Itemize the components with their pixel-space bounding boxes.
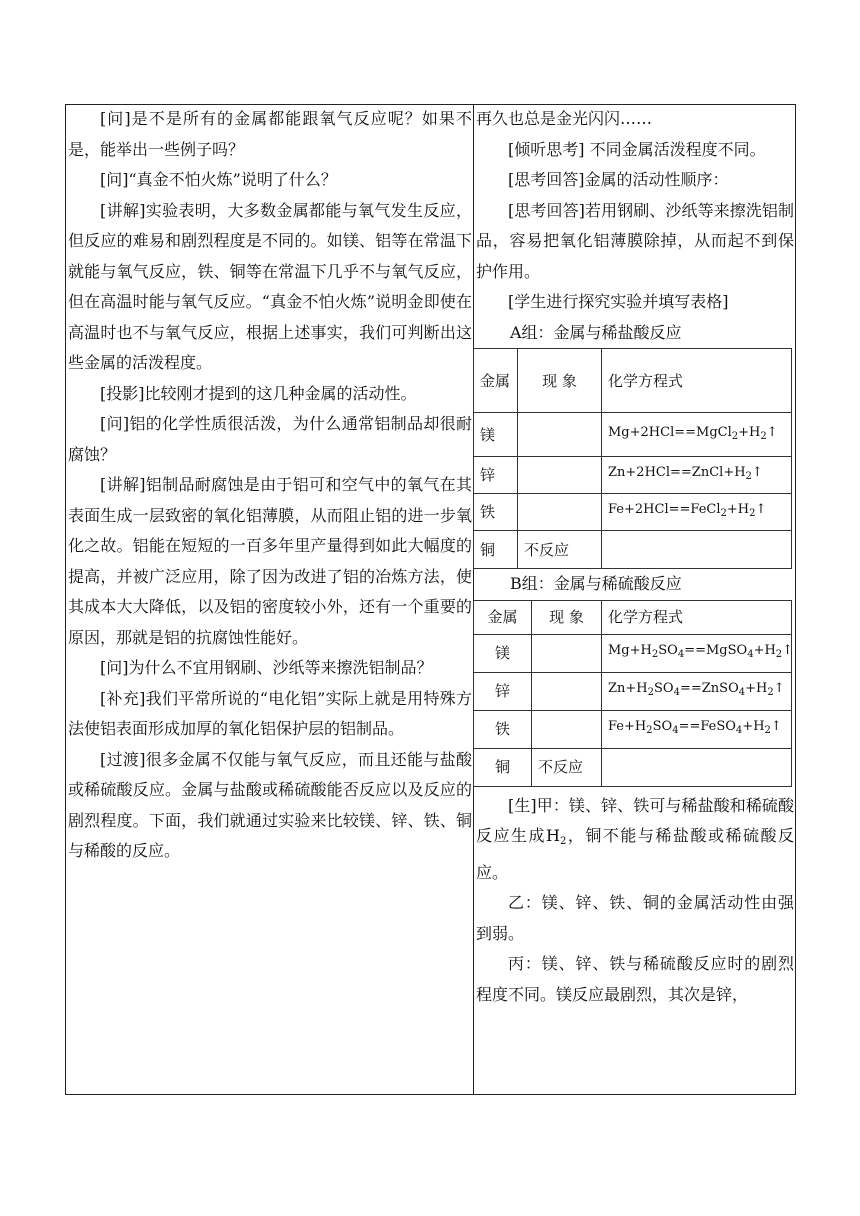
equation-cell: $Mg+H_2SO_4==MgSO_4+H_2↑$ <box>602 634 792 672</box>
header-cell: 现 象 <box>532 600 602 634</box>
paragraph: 再久也总是金光闪闪…… <box>476 109 653 128</box>
equation-cell: $Zn+H_2SO_4==ZnSO_4+H_2↑$ <box>602 672 792 710</box>
metal-cell: 锌 <box>474 457 518 494</box>
paragraph: [问]“真金不怕火炼”说明了什么？ <box>100 170 337 189</box>
table-row <box>474 457 792 494</box>
paragraph: [讲解]实验表明，大多数金属都能与氧气发生反应，但反应的难易和剧烈程度是不同的。如镁、铝等在常温下就能与氧气反应，铁、铜等在常温下几乎不与氧气反应，但在高温时能与氧气反应。“真金不怕火炼”说明金即使在高温时也不与氧气反应，根据上述事实，我们可判断出这些金属的活泼程度。 <box>68 200 472 372</box>
table-row <box>474 672 792 710</box>
header-cell: 金属 <box>474 600 532 634</box>
equation-cell: $Mg+2HCl==MgCl_2+H_2↑$ <box>602 413 792 457</box>
paragraph: [思考回答]若用钢刷、沙纸等来擦洗铝制品，容易把氧化铝薄膜除掉，从而起不到保护作用。 <box>476 200 794 281</box>
table-b <box>473 600 792 787</box>
table-header-row <box>474 600 792 634</box>
metal-cell: 镁 <box>474 413 518 457</box>
table-row <box>474 710 792 748</box>
teacher-column <box>68 104 472 867</box>
metal-cell: 铁 <box>474 710 532 748</box>
phenomenon-cell: 不反应 <box>518 531 602 569</box>
paragraph: 丙：镁、锌、铁与稀硫酸反应时的剧烈程度不同。镁反应最剧烈，其次是锌， <box>476 954 794 1004</box>
header-cell: 化学方程式 <box>602 349 792 413</box>
paragraph: [投影]比较刚才提到的这几种金属的活动性。 <box>100 383 417 403</box>
metal-cell: 镁 <box>474 634 532 672</box>
table-row <box>474 634 792 672</box>
header-cell: 金属 <box>474 349 518 413</box>
metal-cell: 铜 <box>474 748 532 786</box>
equation-cell: $Fe+H_2SO_4==FeSO_4+H_2↑$ <box>602 710 792 748</box>
paragraph: [讲解]铝制品耐腐蚀是由于铝可和空气中的氧气在其表面生成一层致密的氧化铝薄膜，从而阻止铝的进一步氧化之故。铝能在短短的一百多年里产量得到如此大幅度的提高，并被广泛应用，除了因为改进了铝的冶炼方法，使其成本大大降低，以及铝的密度较小外，还有一个重要的原因，那就是铝的抗腐蚀性能好。 <box>68 475 472 647</box>
table-row <box>474 413 792 457</box>
phenomenon-cell <box>532 634 602 672</box>
header-cell: 现 象 <box>518 349 602 413</box>
metal-cell: 铜 <box>474 531 518 569</box>
table-a <box>473 348 792 569</box>
paragraph: [问]是不是所有的金属都能跟氧气反应呢？如果不是，能举出一些例子吗？ <box>68 109 472 159</box>
metal-cell: 锌 <box>474 672 532 710</box>
table-b-caption: B组：金属与稀硫酸反应 <box>510 574 682 593</box>
paragraph: [问]为什么不宜用钢刷、沙纸等来擦洗铝制品？ <box>100 658 433 677</box>
equation-cell: $Zn+2HCl==ZnCl+H_2↑$ <box>602 457 792 494</box>
metal-cell: 铁 <box>474 494 518 531</box>
phenomenon-cell <box>518 494 602 531</box>
phenomenon-cell <box>518 413 602 457</box>
paragraph: [过渡]很多金属不仅能与氧气反应，而且还能与盐酸或稀硫酸反应。金属与盐酸或稀硫酸能否反应以及反应的剧烈程度。下面，我们就通过实验来比较镁、锌、铁、铜与稀酸的反应。 <box>68 749 472 860</box>
paragraph: [补充]我们平常所说的“电化铝”实际上就是用特殊方法使铝表面形成加厚的氧化铝保护层的铝制品。 <box>68 688 472 738</box>
paragraph: [学生进行探究实验并填写表格] <box>508 292 729 311</box>
student-column <box>476 104 794 1010</box>
table-header-row <box>474 349 792 413</box>
table-row <box>474 494 792 531</box>
phenomenon-cell: 不反应 <box>532 748 602 786</box>
phenomenon-cell <box>532 710 602 748</box>
paragraph: [问]铝的化学性质很活泼，为什么通常铝制品却很耐腐蚀？ <box>68 414 472 464</box>
header-cell: 化学方程式 <box>602 600 792 634</box>
paragraph: [思考回答]金属的活动性顺序： <box>508 170 729 189</box>
table-row <box>474 748 792 786</box>
phenomenon-cell <box>518 457 602 494</box>
table-row <box>474 531 792 569</box>
equation-cell <box>602 531 792 569</box>
phenomenon-cell <box>532 672 602 710</box>
paragraph: [倾听思考] 不同金属活泼程度不同。 <box>508 139 766 159</box>
paragraph: [生]甲：镁、锌、铁可与稀盐酸和稀硫酸反应生成$H_2$，铜不能与稀盐酸或稀硫酸反应。 <box>476 795 794 882</box>
paragraph: 乙：镁、锌、铁、铜的金属活动性由强到弱。 <box>476 893 794 943</box>
equation-cell: $Fe+2HCl==FeCl_2+H_2↑$ <box>602 494 792 531</box>
table-a-caption: A组：金属与稀盐酸反应 <box>510 322 682 342</box>
equation-cell <box>602 748 792 786</box>
